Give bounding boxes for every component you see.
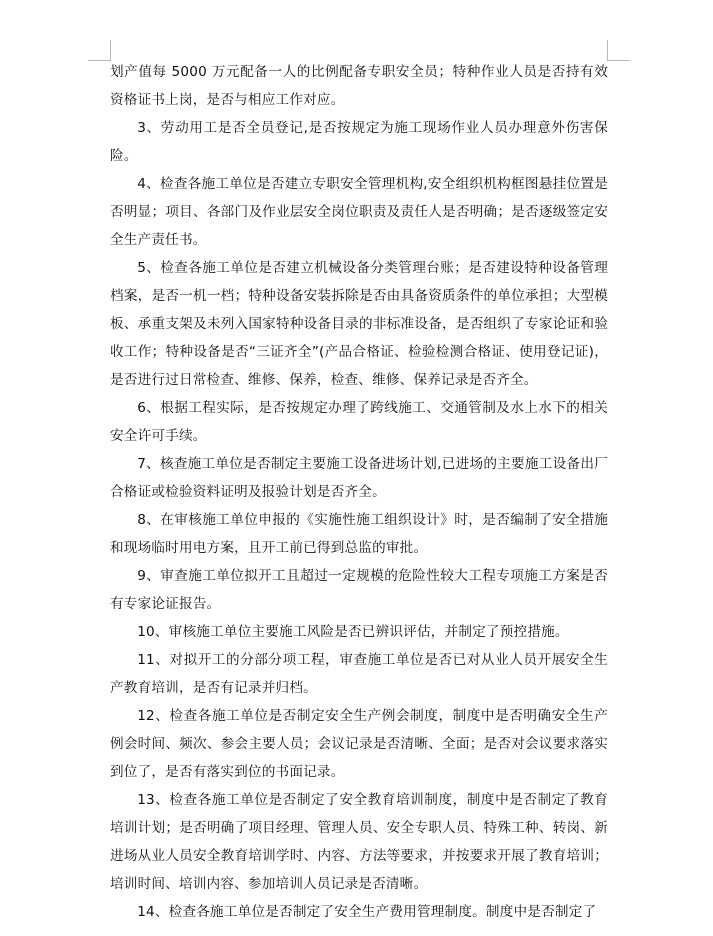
paragraph-item-10: 10、审核施工单位主要施工风险是否已辨识评估，并制定了预控措施。 <box>137 624 569 640</box>
paragraph-item-11: 11、对拟开工的分部分项工程，审查施工单位是否已对从业人员开展安全生产教育培训，是否有记录并归档。 <box>110 652 608 696</box>
paragraph-item-13: 13、检查各施工单位是否制定了安全教育培训制度，制度中是否制定了教育培训计划；是否明确了项目经理、管理人员、安全专职人员、特殊工种、转岗、新进场从业人员安全教育培训学时、内容、方法等要求，并按要求开展了教育培训；培训时间、培训内容、参加培训人员记录是否清晰。 <box>110 792 608 892</box>
paragraph-item-6: 6、根据工程实际，是否按规定办理了跨线施工、交通管制及水上水下的相关安全许可手续。 <box>110 400 608 444</box>
crop-mark-top-left <box>88 40 111 61</box>
document-body <box>110 58 608 926</box>
paragraph-item-3: 3、劳动用工是否全员登记,是否按规定为施工现场作业人员办理意外伤害保险。 <box>110 120 608 164</box>
paragraph-item-7: 7、核查施工单位是否制定主要施工设备进场计划,已进场的主要施工设备出厂合格证或检验资料证明及报验计划是否齐全。 <box>110 456 608 500</box>
paragraph-item-14: 14、检查各施工单位是否制定了安全生产费用管理制度。制度中是否制定了 <box>137 904 597 920</box>
paragraph-item-8: 8、在审核施工单位申报的《实施性施工组织设计》时，是否编制了安全措施和现场临时用电方案，且开工前已得到总监的审批。 <box>110 512 608 556</box>
crop-mark-top-right <box>607 40 630 61</box>
paragraph-item-5: 5、检查各施工单位是否建立机械设备分类管理台账；是否建设特种设备管理档案，是否一机一档；特种设备安装拆除是否由具备资质条件的单位承担；大型模板、承重支架及未列入国家特种设备目录的非标准设备，是否组织了专家论证和验收工作；特种设备是否“三证齐全”(产品合格证、检验检测合格证、使用登记证)，是否进行过日常检查、维修、保养，检查、维修、保养记录是否齐全。 <box>110 260 608 388</box>
paragraph-continuation: 划产值每 5000 万元配备一人的比例配备专职安全员；特种作业人员是否持有效资格证书上岗，是否与相应工作对应。 <box>110 64 608 108</box>
paragraph-item-9: 9、审查施工单位拟开工且超过一定规模的危险性较大工程专项施工方案是否有专家论证报告。 <box>110 568 608 612</box>
paragraph-item-12: 12、检查各施工单位是否制定安全生产例会制度，制度中是否明确安全生产例会时间、频次、参会主要人员；会议记录是否清晰、全面；是否对会议要求落实到位了，是否有落实到位的书面记录。 <box>110 708 608 780</box>
paragraph-item-4: 4、检查各施工单位是否建立专职安全管理机构,安全组织机构框图悬挂位置是否明显；项目、各部门及作业层安全岗位职责及责任人是否明确；是否逐级签定安全生产责任书。 <box>110 176 608 248</box>
